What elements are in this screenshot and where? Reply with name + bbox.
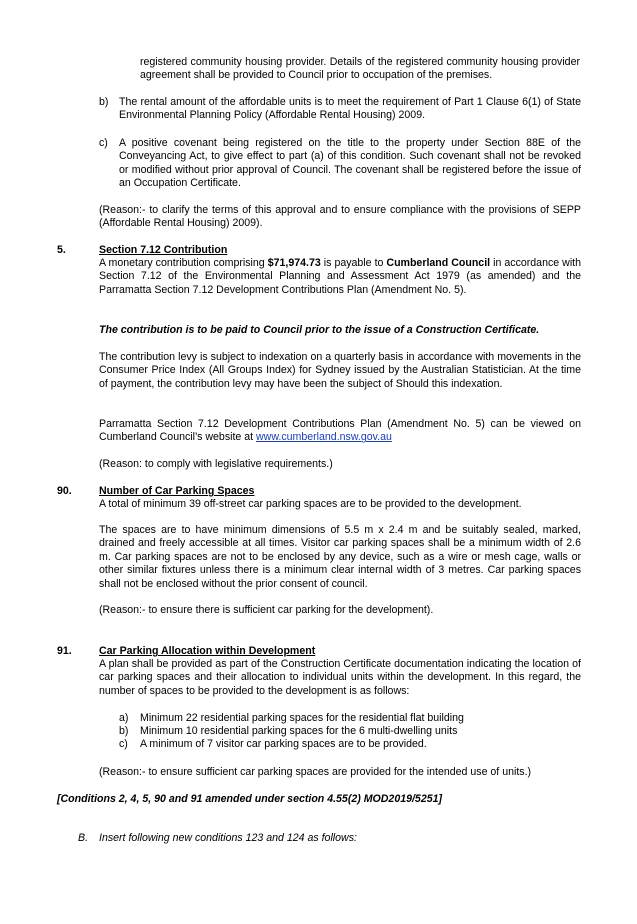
condition-90-paragraph-1: A total of minimum 39 off-street car parking spaces are to be provided to the development.: [99, 498, 522, 510]
condition-5-paragraph-1: A monetary contribution comprising $71,974.73 is payable to Cumberland Council in accordance with Section 7.12 of the Environmental Planning and Assessment Act 1979 (as amended) and the Parramatta Section 7.12 Development Contributions Plan (Amendment No. 5).: [99, 257, 582, 296]
continued-paragraph: registered community housing provider. Details of the registered community housing provider agreement shall be provided to Council prior to occupation of the premises.: [140, 56, 580, 82]
condition-91-heading: Car Parking Allocation within Development: [99, 645, 316, 657]
council-name: Cumberland Council: [386, 257, 491, 269]
condition-90-reason: (Reason:- to ensure there is sufficient car parking for the development).: [99, 604, 434, 616]
contribution-amount: $71,974.73: [267, 257, 321, 269]
council-website-link[interactable]: www.cumberland.nsw.gov.au: [256, 431, 392, 444]
reason-affordable-housing: (Reason:- to clarify the terms of this approval and to ensure compliance with the provisions of SEPP (Affordable Rental Housing) 2009).: [99, 204, 581, 230]
list-marker-c: c): [99, 137, 108, 149]
list-item: A minimum of 7 visitor car parking spaces are to be provided.: [140, 738, 427, 750]
condition-b-text: The rental amount of the affordable units is to meet the requirement of Part 1 Clause 6(1) of State Environmental Planning Policy (Affordable Rental Housing) 2009.: [119, 96, 581, 122]
condition-5-paragraph-3: The contribution levy is subject to indexation on a quarterly basis in accordance with movements in the Consumer Price Index (All Groups Index) for Sydney issued by the Australian Statistician. At the time of payment, the contribution levy may have been the subject of Should this indexation.: [99, 351, 581, 390]
list-marker-b: b): [99, 96, 109, 108]
condition-91-paragraph-1: A plan shall be provided as part of the Construction Certificate documentation indicating the location of car parking spaces and their allocation to individual units within the development. In this regard, the number of spaces to be provided to the development is as follows:: [99, 658, 581, 697]
section-b-text: Insert following new conditions 123 and 124 as follows:: [99, 832, 357, 844]
amendment-note: [Conditions 2, 4, 5, 90 and 91 amended under section 4.55(2) MOD2019/5251]: [57, 793, 443, 805]
condition-5-reason: (Reason: to comply with legislative requirements.): [99, 458, 333, 470]
condition-number-90: 90.: [57, 485, 72, 497]
condition-number-91: 91.: [57, 645, 72, 657]
condition-5-heading: Section 7.12 Contribution: [99, 244, 228, 256]
condition-91-reason: (Reason:- to ensure sufficient car parking spaces are provided for the intended use of units.): [99, 766, 532, 778]
list-marker-b: b): [119, 725, 129, 737]
list-item: Minimum 22 residential parking spaces for the residential flat building: [140, 712, 464, 724]
condition-90-paragraph-2: The spaces are to have minimum dimensions of 5.5 m x 2.4 m and be suitably sealed, marked, drained and freely accessible at all times. Visitor car parking spaces shall be a minimum width of 2.6 m. Car parking spaces are not to be enclosed by any device, such as a wire or mesh cage, walls or other similar fixtures unless there is a minimum clear internal width of 3 metres. Car parking spaces shall not be enclosed without the prior consent of council.: [99, 524, 581, 590]
condition-number-5: 5.: [57, 244, 66, 256]
condition-c-text: A positive covenant being registered on the title to the property under Section 88E of the Conveyancing Act, to give effect to part (a) of this condition. Such covenant shall not be revoked or modified without prior approval of Council. The covenant shall be registered before the issue of an Occupation Certificate.: [119, 137, 581, 190]
condition-5-emphasis: The contribution is to be paid to Council prior to the issue of a Construction Certificate.: [99, 324, 540, 336]
list-marker-a: a): [119, 712, 129, 724]
condition-5-paragraph-4: Parramatta Section 7.12 Development Contributions Plan (Amendment No. 5) can be viewed on Cumberland Council’s website at www.cumberland.nsw.gov.au: [99, 418, 581, 444]
list-marker-c: c): [119, 738, 128, 750]
list-item: Minimum 10 residential parking spaces for the 6 multi-dwelling units: [140, 725, 458, 737]
section-b-marker: B.: [78, 832, 89, 844]
condition-90-heading: Number of Car Parking Spaces: [99, 485, 255, 497]
